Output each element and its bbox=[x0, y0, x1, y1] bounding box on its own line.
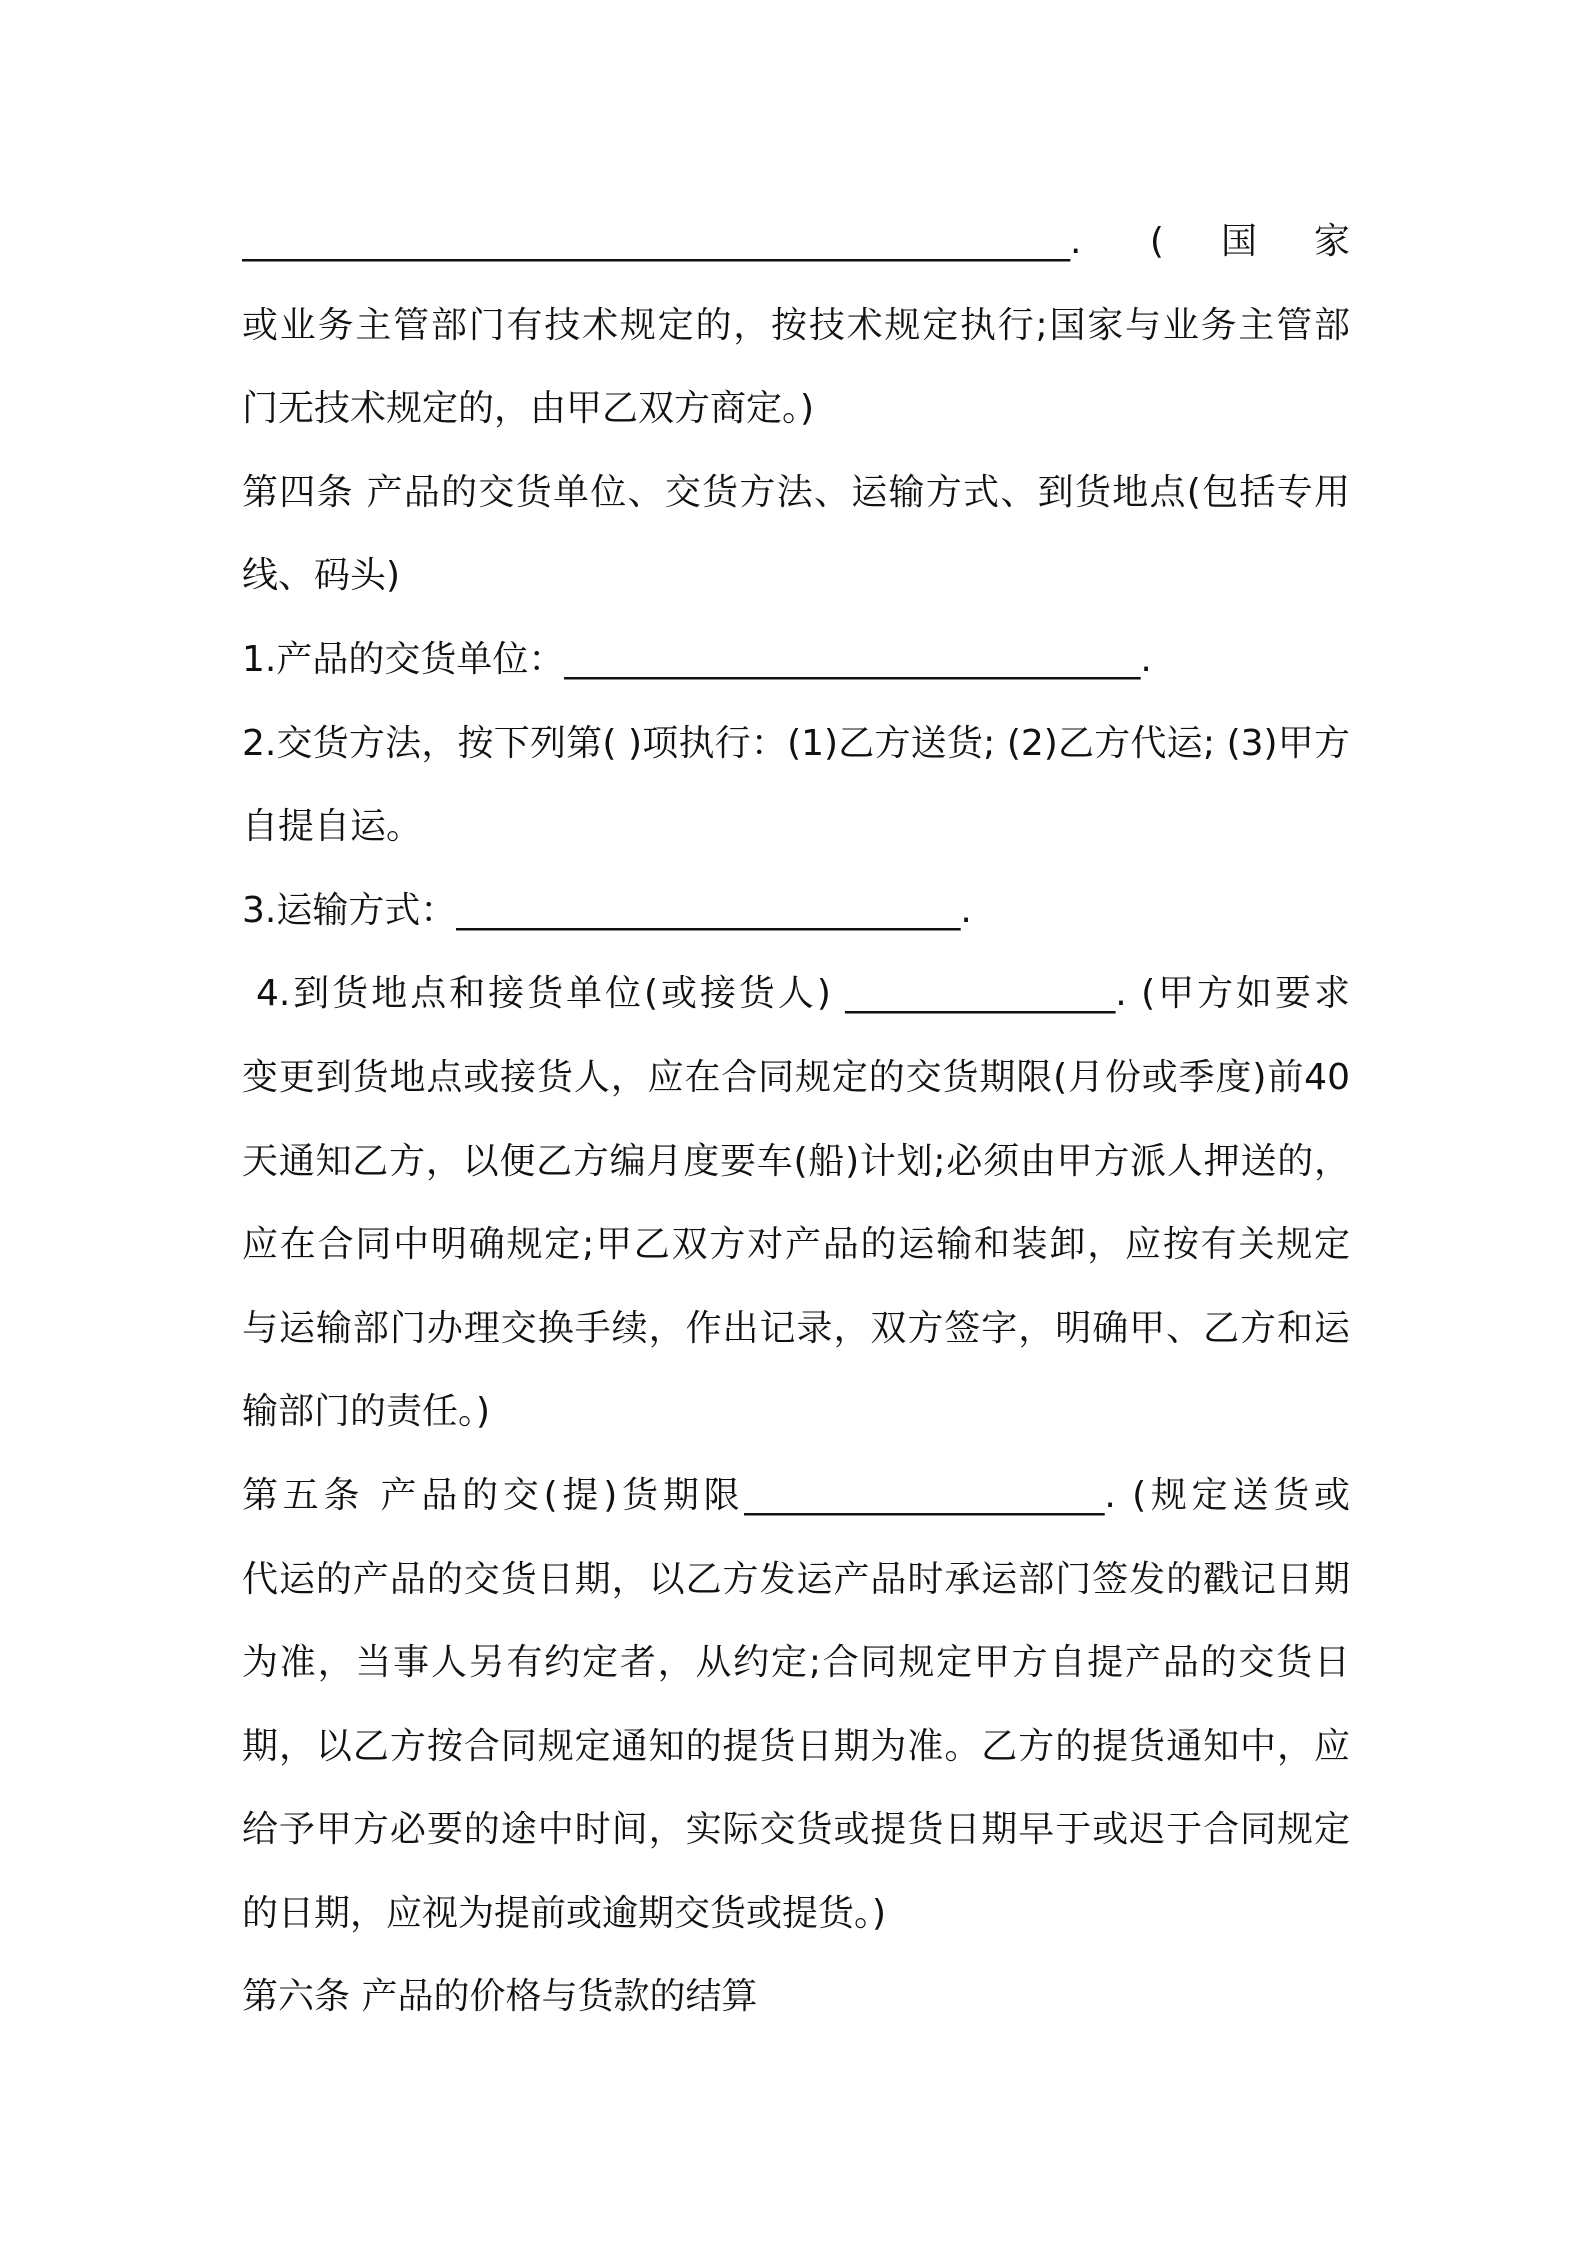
text-line: 的日期，应视为提前或逾期交货或提货。) bbox=[242, 1892, 887, 1934]
text-line: 线、码头) bbox=[242, 555, 401, 597]
text-line: 或业务主管部门有技术规定的，按技术规定执行;国家与业务主管部 bbox=[242, 304, 1350, 346]
text-line: 代运的产品的交货日期，以乙方发运产品时承运部门签发的戳记日期 bbox=[242, 1558, 1350, 1600]
text-line: 输部门的责任。) bbox=[242, 1391, 491, 1433]
article-6-heading: 第六条 产品的价格与货款的结算 bbox=[242, 1976, 758, 2018]
text-line: 门无技术规定的，由甲乙双方商定。) bbox=[242, 388, 815, 430]
text-line: ______________________________________________. (国家 bbox=[242, 221, 1350, 262]
text-line: 天通知乙方，以便乙方编月度要车(船)计划;必须由甲方派人押送的， bbox=[242, 1140, 1350, 1182]
text-line: 变更到货地点或接货人，应在合同规定的交货期限(月份或季度)前40 bbox=[242, 1056, 1350, 1098]
article-4-heading: 第四条 产品的交货单位、交货方法、运输方式、到货地点(包括专用 bbox=[242, 471, 1350, 513]
text-line: 应在合同中明确规定;甲乙双方对产品的运输和装卸，应按有关规定 bbox=[242, 1224, 1350, 1266]
delivery-location-clause: 4.到货地点和接货单位(或接货人) _______________. (甲方如要求 bbox=[256, 973, 1350, 1015]
contract-text-body bbox=[242, 200, 1350, 2039]
delivery-method-clause: 2.交货方法，按下列第( )项执行：(1)乙方送货; (2)乙方代运; (3)甲方 bbox=[242, 722, 1350, 764]
article-5-heading: 第五条 产品的交(提)货期限____________________. (规定送货或 bbox=[242, 1474, 1350, 1516]
text-line: 与运输部门办理交换手续，作出记录，双方签字，明确甲、乙方和运 bbox=[242, 1307, 1350, 1349]
text-line: 期，以乙方按合同规定通知的提货日期为准。乙方的提货通知中，应 bbox=[242, 1725, 1350, 1767]
text-line: 给予甲方必要的途中时间，实际交货或提货日期早于或迟于合同规定 bbox=[242, 1809, 1350, 1851]
text-line: 自提自运。 bbox=[242, 806, 423, 848]
text-line: 为准，当事人另有约定者，从约定;合同规定甲方自提产品的交货日 bbox=[242, 1642, 1350, 1684]
delivery-unit-clause: 1.产品的交货单位：________________________________. bbox=[242, 638, 1152, 680]
transport-method-clause: 3.运输方式：____________________________. bbox=[242, 889, 972, 931]
